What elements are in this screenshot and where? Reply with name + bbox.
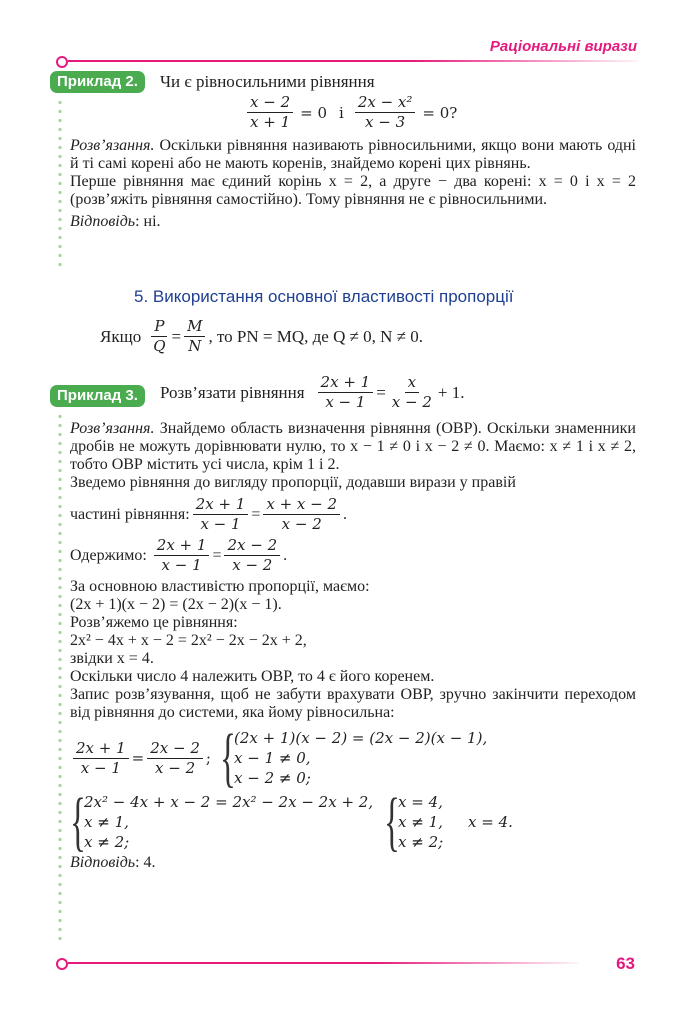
system-row-1 xyxy=(70,721,636,794)
left-brace-icon: { xyxy=(70,785,86,858)
header-rule-circle xyxy=(56,56,68,68)
example-2-equations: $\frac{x - 2}{x + 1}$ = 0 і $\frac{\text{2x − x²}}{x - 3}$ = 0? xyxy=(244,94,461,131)
reduce-equation: частині рівняння: $\frac{2x + 1}{x - 1}$ = $\frac{x + x - 2}{x - 2}$ . xyxy=(70,495,348,533)
line: Оскільки число 4 належить ОВР, то 4 є його коренем. xyxy=(70,668,435,685)
fraction: $\frac{\text{2x − x²}}{x - 3}$ xyxy=(355,94,416,131)
footer-rule xyxy=(68,962,578,964)
get-equation: Одержимо: $\frac{2x + 1}{x - 1}$ = $\frac{2x - 2}{x - 2}$ . xyxy=(70,536,288,574)
line: звідки x = 4. xyxy=(70,650,154,667)
section-title: 5. Використання основної властивості пропорції xyxy=(134,287,514,306)
system-equation-fraction: $\frac{2x + 1}{x - 1}$ = $\frac{2x - 2}{x - 2}$ ; xyxy=(70,740,220,777)
system-1: (2x + 1)(x − 2) = (2x − 2)(x − 1), x − 1 ≠ 0, x − 2 ≠ 0; xyxy=(234,729,488,787)
system-3: x = 4, x ≠ 1, x ≠ 2; xyxy=(398,793,444,851)
running-header: Раціональні вирази xyxy=(489,38,637,55)
example-2-dotted-line xyxy=(58,98,62,268)
example-3-solution: Розв’язання. Знайдемо область визначення рівняння (ОВР). Оскільки знаменники дробів не можуть дорівнювати нулю, то x − 1 ≠ 0 і x − 2 ≠ 0. Маємо: x ≠ 1 і x ≠ 2, тобто ОВР містить усі числа, крім 1 і 2. xyxy=(70,420,636,473)
example-2-answer: Відповідь: ні. xyxy=(70,213,161,230)
header-rule xyxy=(68,60,638,62)
example-2-text-block xyxy=(70,137,636,231)
example-3-task: Розв’язати рівняння $\frac{2x + 1}{x - 1}$ = $\frac{x}{x - 2}$ + 1. xyxy=(160,373,465,411)
line: 2x² − 4x + x − 2 = 2x² − 2x − 2x + 2, xyxy=(70,632,307,649)
proportion-rule: Якщо $\frac{P}{Q}$ = $\frac{M}{N}$ , то PN = MQ, де Q ≠ 0, N ≠ 0. xyxy=(100,317,424,355)
system-2: 2x² − 4x + x − 2 = 2x² − 2x − 2x + 2, x ≠ 1, x ≠ 2; xyxy=(84,793,374,851)
left-brace-icon: { xyxy=(220,721,236,794)
example-3-dotted-line xyxy=(58,412,62,942)
example-3-answer: Відповідь: 4. xyxy=(70,854,156,871)
footer-rule-circle xyxy=(56,958,68,970)
page-number: 63 xyxy=(616,954,635,973)
line: Запис розв’язування, щоб не забути врахувати ОВР, зручно закінчити переходом від рівняння до системи, яка йому рівносильна: xyxy=(70,686,636,721)
line: Розв’яжемо це рівняння: xyxy=(70,614,238,631)
example-2-para2: Перше рівняння має єдиний корінь x = 2, а друге − два корені: x = 0 і x = 2 (розв’яжіть рівняння самостійно). Тому рівняння не є рівносильними. xyxy=(70,173,636,208)
example-2-badge: Приклад 2. xyxy=(50,71,145,93)
line: За основною властивістю пропорції, маємо: xyxy=(70,578,370,595)
example-3-text-block xyxy=(70,420,636,872)
final-result: x = 4. xyxy=(468,813,513,831)
system-row-2 xyxy=(70,785,636,858)
example-3-badge: Приклад 3. xyxy=(50,385,145,407)
example-2-solution: Розв’язання. Оскільки рівняння називають рівносильними, якщо вони мають одні й ті самі корені або не мають коренів, знайдемо корені цих рівнянь. xyxy=(70,137,636,172)
fraction: $\frac{x - 2}{x + 1}$ xyxy=(247,94,293,131)
reduce-line: Зведемо рівняння до вигляду пропорції, додавши вирази у правій xyxy=(70,474,516,491)
line: (2x + 1)(x − 2) = (2x − 2)(x − 1). xyxy=(70,596,282,613)
example-2-question: Чи є рівносильними рівняння xyxy=(160,72,375,91)
left-brace-icon: { xyxy=(384,785,400,858)
